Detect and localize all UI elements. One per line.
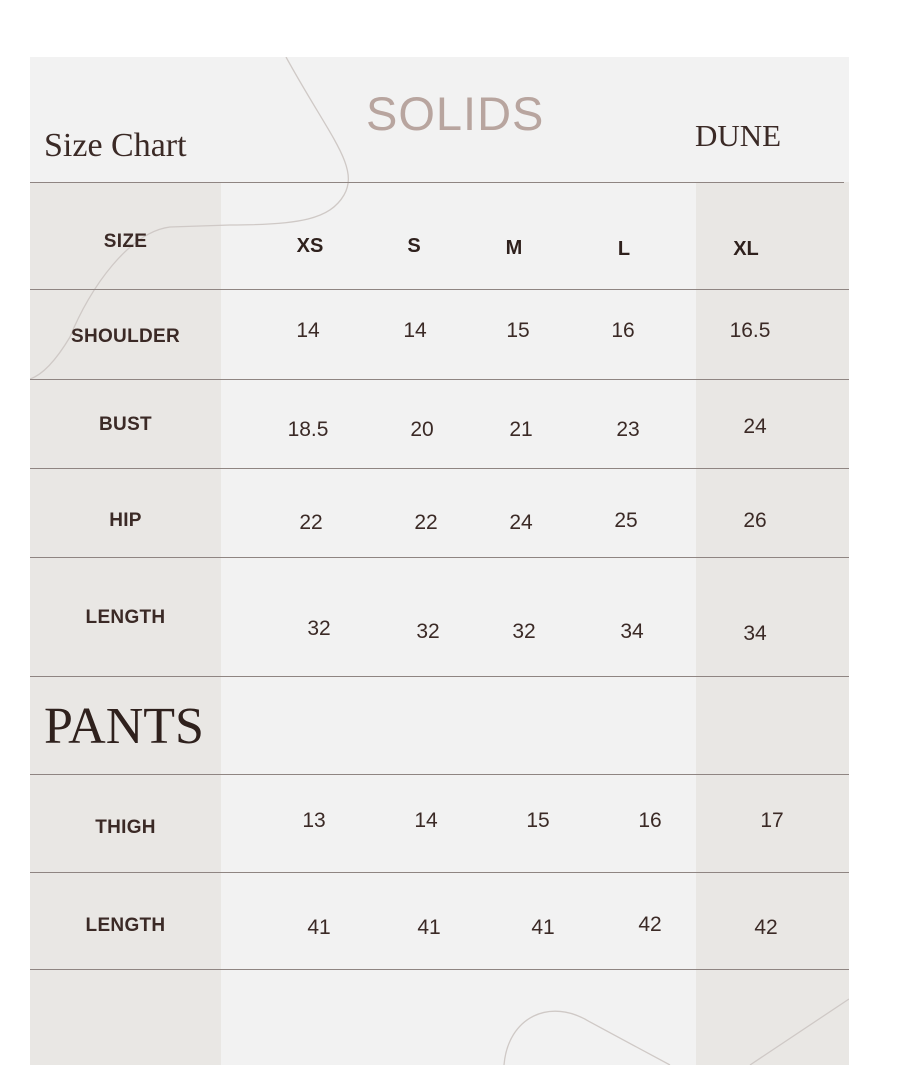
pants-section-title: PANTS (44, 698, 204, 755)
size-header-label: SIZE (103, 231, 148, 252)
thigh-label: THIGH (95, 817, 156, 838)
shoulder-l-value: 16 (611, 319, 635, 342)
hip-xl-value: 26 (743, 509, 767, 532)
size-l-header: L (617, 238, 631, 260)
decorative-curves (30, 57, 849, 1065)
shoulder-s-value: 14 (403, 319, 427, 342)
length-xl-value: 34 (743, 622, 767, 645)
thigh-m-value: 15 (526, 809, 550, 832)
size-m-header: M (505, 237, 523, 259)
row-divider (30, 557, 849, 558)
pants-length-xl-value: 42 (754, 916, 778, 939)
length-label: LENGTH (85, 607, 166, 628)
row-divider (30, 379, 849, 380)
bust-label: BUST (99, 414, 152, 435)
pants-length-s-value: 41 (417, 916, 441, 939)
row-divider (30, 468, 849, 469)
collection-label: DUNE (695, 118, 782, 153)
brand-title: SOLIDS (366, 87, 545, 140)
pants-length-label: LENGTH (85, 915, 166, 936)
hip-m-value: 24 (509, 511, 533, 534)
thigh-l-value: 16 (638, 809, 662, 832)
pants-length-xs-value: 41 (307, 916, 331, 939)
shoulder-label: SHOULDER (70, 326, 180, 347)
hip-xs-value: 22 (299, 511, 323, 534)
size-xs-header: XS (296, 235, 324, 257)
row-divider (30, 676, 849, 677)
size-chart-label: Size Chart (44, 127, 187, 164)
length-m-value: 32 (512, 620, 536, 643)
size-s-header: S (407, 235, 421, 257)
bust-m-value: 21 (509, 418, 533, 441)
bust-l-value: 23 (616, 418, 640, 441)
hip-s-value: 22 (414, 511, 438, 534)
length-l-value: 34 (620, 620, 644, 643)
thigh-xl-value: 17 (760, 809, 784, 832)
hip-l-value: 25 (614, 509, 638, 532)
pants-length-m-value: 41 (531, 916, 555, 939)
thigh-s-value: 14 (414, 809, 438, 832)
thigh-xs-value: 13 (302, 809, 326, 832)
length-s-value: 32 (416, 620, 440, 643)
row-divider (30, 289, 849, 290)
row-divider (30, 872, 849, 873)
length-xs-value: 32 (307, 617, 331, 640)
row-divider (30, 774, 849, 775)
pants-length-l-value: 42 (638, 913, 662, 936)
row-divider (30, 969, 849, 970)
size-chart-card (30, 57, 849, 1065)
shoulder-xs-value: 14 (296, 319, 320, 342)
bust-xs-value: 18.5 (287, 418, 329, 441)
bust-xl-value: 24 (743, 415, 767, 438)
bust-s-value: 20 (410, 418, 434, 441)
shoulder-m-value: 15 (506, 319, 530, 342)
hip-label: HIP (109, 510, 142, 531)
size-xl-header: XL (733, 238, 759, 260)
shoulder-xl-value: 16.5 (729, 319, 771, 342)
header-divider (30, 182, 844, 183)
